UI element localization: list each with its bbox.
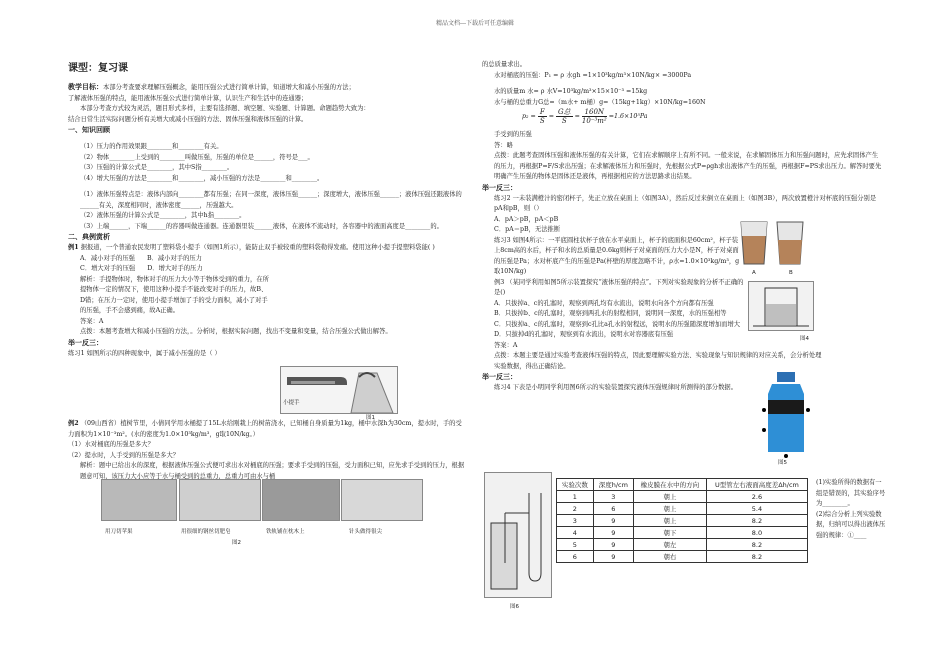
practice-2: 练习2 一未装满橙汁的密闭杯子，先正立放在桌面上（如图3A），然后反过来倒立在桌面上（如图3B），两次放置橙汁对杯底的压强分别是pA和pB，则（） xyxy=(494,194,877,212)
water-pressure-calc: 水对桶底的压强：P₁ = ρ 水gh =1×10³kg/m³×10N/kg× =3000Pa xyxy=(494,71,692,79)
header-direction: 橡皮膜在水中的方向 xyxy=(633,479,706,491)
goal-line-2: 了解液体压强的特点，能用液体压强公式进行简单计算，认识生产和生活中的连通器； xyxy=(68,94,308,102)
knowledge-item-3: （3）压强的计算公式是________，其中S指________。 xyxy=(80,164,234,171)
table-header-row xyxy=(557,479,808,491)
example-3-option-b: B．只拔掉b、c的孔塞时，观察到两孔水的射程相同，说明同一深度，水的压强相等 xyxy=(494,310,727,317)
photo-label-4: 针头做得很尖 xyxy=(349,529,383,535)
header-height-diff: U型管左右液面高度差Δh/cm xyxy=(706,479,807,491)
table-row: 1 3 朝上 2.6 xyxy=(557,491,808,503)
example-2-q1: （1）水对桶底的压强是多大？ xyxy=(68,441,154,448)
example-1-options-cd: C．增大对手的压强 D．增大对手的压力 xyxy=(80,265,203,272)
goal-line-4: 结合日常生活实际问题分析有关增大或减小压强的方法、固体压强和液体压强的计算。 xyxy=(68,115,308,123)
figure-5-caption: 图5 xyxy=(778,460,787,466)
table-row: 2 6 朝上 5.4 xyxy=(557,503,808,515)
example-3-option-c: C．只拔掉a、c的孔塞时，观察到c孔比a孔水的射程远，说明水的压强随深度增加而增大 xyxy=(494,320,741,328)
figure-6-apparatus xyxy=(484,472,552,598)
example-2-tip: 点拨：此题考查固体压强和液体压强的有关计算，它们在求解顺序上有所不同。一般来说，在求解固体压力和压强问题时，应先求固体产生的压力，再根据P=F/S求出压强；在求解液体压力和压强时，先根据公式P=ρgh求出液体产生的压强，再根据F=PS求出压力。解答时要先明确产生压强的物体是固体还是液体，再根据相应的方法思路求出结果。 xyxy=(494,152,882,180)
figure-2-caption: 图2 xyxy=(232,540,241,546)
teaching-goal: 教学目标：本部分考查要求理解压强概念，能用压强公式进行简单计算，知道增大和减小压强的方法； xyxy=(68,83,355,91)
header-trial: 实验次数 xyxy=(557,479,594,491)
example-1-analysis: 解析：手提物体时，物体对手的压力大小等于物体受到的重力，在所提物体一定的情况下，使用这种小提手不能改变对手的压力，故B、D错；在压力一定时，使用小提手增加了手的受力面积，减小了对手的压强，手不会感到痛，故A正确。 xyxy=(80,275,269,314)
figure-4-caption: 图4 xyxy=(800,336,809,342)
cups-illustration xyxy=(737,220,807,268)
practice-heading-2: 举一反三： xyxy=(482,183,517,192)
table-row: 5 9 朝左 8.2 xyxy=(557,539,808,551)
example-3-tip: 点拨：本题主要是通过实验考查液体压强的特点，因此要理解实验方法、实验现象与知识规律的对应关系，会分析处理实验数据，得出正确结论。 xyxy=(494,352,822,370)
figure-5-bottle xyxy=(760,372,814,458)
photo-needle xyxy=(341,479,423,521)
practice-2-option-a: A．pA＞pB，pA＜pB xyxy=(494,215,559,223)
practice-heading-1: 举一反三： xyxy=(68,338,103,347)
practice-3: 练习3 如图4所示：一平底圆柱状杯子放在水平桌面上，杯子的底面积是60cm²，杯子装上8cm高的水后，杯子和水的总质量是0.6kg则杯子对桌面的压力大小是N，杯子对桌面的压强是Pa；水对杯底产生的压强是Pa(杯壁的厚度忽略不计，ρ水=1.0×10³kg/m³，g取10N/kg) xyxy=(494,236,740,275)
page-header: 精品文档---下载后可任意编辑 xyxy=(435,20,515,27)
example-3-option-a: A．只拔掉a、c的孔塞时，观察到两孔均有水流出，说明水向各个方向都有压强 xyxy=(494,299,714,307)
figure-4-cylinder xyxy=(748,281,814,331)
figure-1-caption: 图1 xyxy=(366,415,375,421)
table-row: 3 9 朝上 8.2 xyxy=(557,515,808,527)
cylinder-illustration xyxy=(749,282,813,330)
liquid-item-2: （2）液体压强的计算公式是________，其中h指________。 xyxy=(80,212,246,219)
side-question-2: (2)综合分析上列实验数据，归纳可以得出液体压强的规律：①____ xyxy=(816,510,886,539)
example-3-option-d: D．只拔掉d的孔塞时，观察到有水流出，说明水对容器底有压强 xyxy=(494,331,674,338)
header-depth: 深度h/cm xyxy=(593,479,633,491)
practice-1: 练习1 如图所示的四种现象中，属于减小压强的是（ ） xyxy=(68,349,221,357)
cup-b-label: B xyxy=(789,270,793,276)
knowledge-item-1: （1）压力的作用效果跟________和________有关。 xyxy=(80,143,223,150)
figure-6-caption: 图6 xyxy=(510,604,519,610)
cup-a-label: A xyxy=(752,270,756,276)
hand-pressure-formula: p₂ = $\frac{F}{S}$ = $\frac{\text{G总}}{S}$ = $\frac{160N}{\text{10⁻³m²}} =1.6\times 10^5Pa$ xyxy=(522,108,648,125)
photo-rail xyxy=(262,479,340,521)
figure-1-image xyxy=(280,366,398,414)
example-3: 例3 （某同学利用如图5所示装置探究“液体压强的特点”。下列对实验现象的分析不正确的是() xyxy=(494,278,744,296)
photo-label-1: 用刀切苹果 xyxy=(105,529,133,535)
example-1-options-ab: A．减小对手的压强 B．减小对手的压力 xyxy=(80,254,202,262)
right-column xyxy=(482,60,882,394)
example-2: 例2 （09山西省）植树节里，小倩同学用水桶提了15L水给刚栽上的树苗浇水，已知桶自身质量为1kg，桶中水深h为30cm，提水时，手的受力面积为1×10⁻³m²。(水的密度为1.0×10³kg/m³，g取10N/kg。） xyxy=(68,420,462,438)
photo-label-3: 铁轨铺在枕木上 xyxy=(266,529,305,535)
total-gravity-calc: 水与桶的总重力G总=（m水+ m桶）g=（15kg+1kg）×10N/kg=160N xyxy=(494,98,706,106)
table-row: 4 9 朝下 8.0 xyxy=(557,527,808,539)
handle-illustration xyxy=(281,367,397,413)
practice-heading-3: 举一反三： xyxy=(482,373,517,381)
knowledge-item-2: （2）物体________上受到的________叫做压强，压强的单位是______，符号是___。 xyxy=(80,153,314,161)
goal-line-3: 本部分考查方式较为灵活，题目形式多样，主要有选择题、填空题、实验题、计算题。命题趋势大致为： xyxy=(80,105,370,112)
example-3-answer: 答案：A xyxy=(494,341,518,349)
example-2-q2: （2）提水时，人手受到的压强是多大？ xyxy=(68,451,180,459)
example-1-tip: 点拨：本题考查增大和减小压强的方法，。分析时，根据实际问题，找出不变量和变量，结合压强公式做出解答。 xyxy=(80,328,392,335)
section-examples: 二、典例赏析 xyxy=(68,233,110,241)
example-1: 例1 据报道，一个普通农民发明了塑料袋小提手（如图1所示），能防止双手被较重的塑料袋勒得发痛。使用这种小提手提塑料袋能( ) xyxy=(68,244,435,251)
photo-soap xyxy=(179,479,261,521)
table-row: 6 9 朝右 8.2 xyxy=(557,551,808,563)
knowledge-item-4: （4）增大压强的方法是________和________，减小压强的方法是________和________。 xyxy=(80,174,324,182)
left-column xyxy=(68,60,466,482)
water-mass-calc: 水的质量m 水= ρ 水V=10³kg/m³×15×10⁻³ =15kg xyxy=(494,88,648,95)
liquid-item-1: （1）液体压强特点是：液体内部向________都有压强；在同一深度，液体压强______；深度增大，液体压强______；液体压强还跟液体的______有关，深度相同时，液体密度______，压强越大。 xyxy=(80,191,462,209)
photo-apple xyxy=(101,479,177,521)
side-question-1: (1)实验所得的数据有一组是错误的，其实验序号为________。 xyxy=(816,479,886,507)
handle-label: 小提手 xyxy=(283,400,300,406)
example-1-answer: 答案：A xyxy=(80,317,104,325)
example-2-analysis: 解析：题中已给出水的深度，根据液体压强公式便可求出水对桶底的压强；要求手受到的压强，受力面积已知，应先求手受到的压力，根据题意可知，该压力大小应等于水与桶受到的总重力，总重力可由水与桶 xyxy=(80,462,465,480)
practice-4: 练习4 下表是小明同学利用图6所示的实验装置探究液体压强规律时所测得的部分数据。 xyxy=(494,384,737,391)
u-tube-illustration xyxy=(485,473,551,597)
photo-label-2: 用很细的钢丝切肥皂 xyxy=(181,529,231,535)
section-knowledge-review: 一、知识回顾 xyxy=(68,126,110,134)
experiment-data-table xyxy=(556,478,808,563)
liquid-item-3: （3）上端______，下端______的容器叫做连通器。连通器里装______液体，在液体不流动时，各容器中的液面高度是________的。 xyxy=(80,222,443,230)
mass-intro: 的总质量求出。 xyxy=(482,61,527,68)
answer-omitted: 答：略 xyxy=(494,141,513,149)
table-side-questions xyxy=(816,478,886,541)
lesson-type-title: 课型：复习课 xyxy=(68,63,128,74)
practice-2-option-c: C．pA＝pB，无法推断 xyxy=(494,226,561,233)
hand-pressure-label: 手受到的压强 xyxy=(494,131,532,138)
